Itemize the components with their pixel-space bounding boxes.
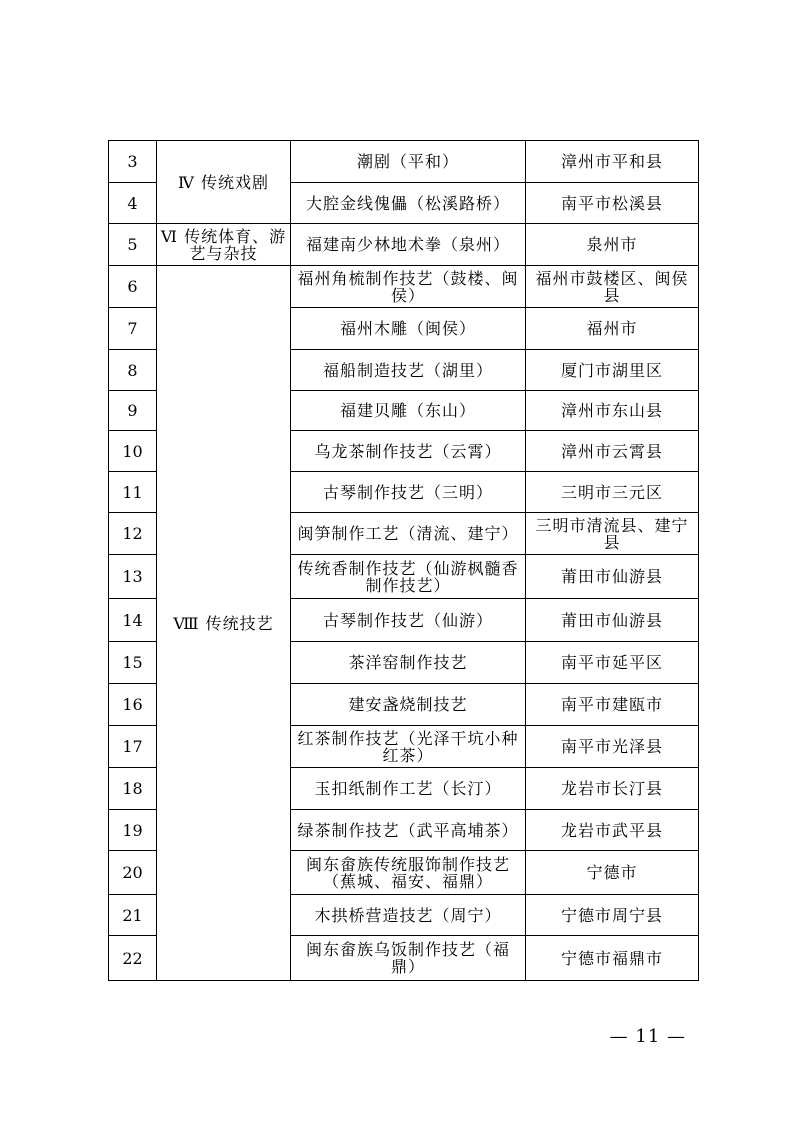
region: 三明市清流县、建宁县 [526, 513, 699, 555]
region: 南平市建瓯市 [526, 684, 699, 726]
row-number: 13 [109, 555, 157, 599]
region: 莆田市仙游县 [526, 555, 699, 599]
project-name: 乌龙茶制作技艺（云霄） [291, 431, 526, 472]
row-number: 19 [109, 810, 157, 851]
project-name: 古琴制作技艺（仙游） [291, 599, 526, 642]
project-name: 大腔金线傀儡（松溪路桥） [291, 183, 526, 224]
row-number: 22 [109, 936, 157, 981]
region: 福州市 [526, 308, 699, 350]
project-name: 玉扣纸制作工艺（长汀） [291, 768, 526, 810]
heritage-table [108, 140, 699, 981]
region: 福州市鼓楼区、闽侯县 [526, 266, 699, 308]
region: 宁德市周宁县 [526, 895, 699, 936]
project-name: 闽笋制作工艺（清流、建宁） [291, 513, 526, 555]
region: 龙岩市武平县 [526, 810, 699, 851]
region: 南平市松溪县 [526, 183, 699, 224]
project-name: 福船制造技艺（湖里） [291, 350, 526, 391]
page-number: — 11 — [609, 1026, 686, 1047]
region: 漳州市平和县 [526, 141, 699, 183]
row-number: 9 [109, 391, 157, 431]
row-number: 7 [109, 308, 157, 350]
region: 漳州市东山县 [526, 391, 699, 431]
row-number: 18 [109, 768, 157, 810]
row-number: 3 [109, 141, 157, 183]
region: 厦门市湖里区 [526, 350, 699, 391]
row-number: 10 [109, 431, 157, 472]
region: 宁德市 [526, 851, 699, 895]
category-cell: Ⅷ 传统技艺 [157, 266, 291, 981]
project-name: 潮剧（平和） [291, 141, 526, 183]
region: 龙岩市长汀县 [526, 768, 699, 810]
region: 南平市延平区 [526, 642, 699, 684]
category-cell: Ⅳ 传统戏剧 [157, 141, 291, 224]
region: 三明市三元区 [526, 472, 699, 513]
region: 宁德市福鼎市 [526, 936, 699, 981]
row-number: 17 [109, 726, 157, 768]
project-name: 福州木雕（闽侯） [291, 308, 526, 350]
row-number: 11 [109, 472, 157, 513]
project-name: 闽东畲族乌饭制作技艺（福鼎） [291, 936, 526, 981]
row-number: 8 [109, 350, 157, 391]
project-name: 福建南少林地术拳（泉州） [291, 224, 526, 266]
region: 漳州市云霄县 [526, 431, 699, 472]
row-number: 15 [109, 642, 157, 684]
row-number: 21 [109, 895, 157, 936]
project-name: 红茶制作技艺（光泽干坑小种红茶） [291, 726, 526, 768]
project-name: 古琴制作技艺（三明） [291, 472, 526, 513]
region: 泉州市 [526, 224, 699, 266]
row-number: 5 [109, 224, 157, 266]
row-number: 20 [109, 851, 157, 895]
table-row [109, 266, 699, 308]
project-name: 木拱桥营造技艺（周宁） [291, 895, 526, 936]
row-number: 12 [109, 513, 157, 555]
project-name: 建安盏烧制技艺 [291, 684, 526, 726]
project-name: 茶洋窑制作技艺 [291, 642, 526, 684]
project-name: 绿茶制作技艺（武平高埔茶） [291, 810, 526, 851]
table-row [109, 141, 699, 183]
row-number: 6 [109, 266, 157, 308]
project-name: 传统香制作技艺（仙游枫髓香制作技艺） [291, 555, 526, 599]
project-name: 福建贝雕（东山） [291, 391, 526, 431]
project-name: 福州角梳制作技艺（鼓楼、闽侯） [291, 266, 526, 308]
region: 南平市光泽县 [526, 726, 699, 768]
project-name: 闽东畲族传统服饰制作技艺（蕉城、福安、福鼎） [291, 851, 526, 895]
table-row [109, 224, 699, 266]
region: 莆田市仙游县 [526, 599, 699, 642]
row-number: 14 [109, 599, 157, 642]
row-number: 4 [109, 183, 157, 224]
row-number: 16 [109, 684, 157, 726]
category-cell: Ⅵ 传统体育、游艺与杂技 [157, 224, 291, 266]
